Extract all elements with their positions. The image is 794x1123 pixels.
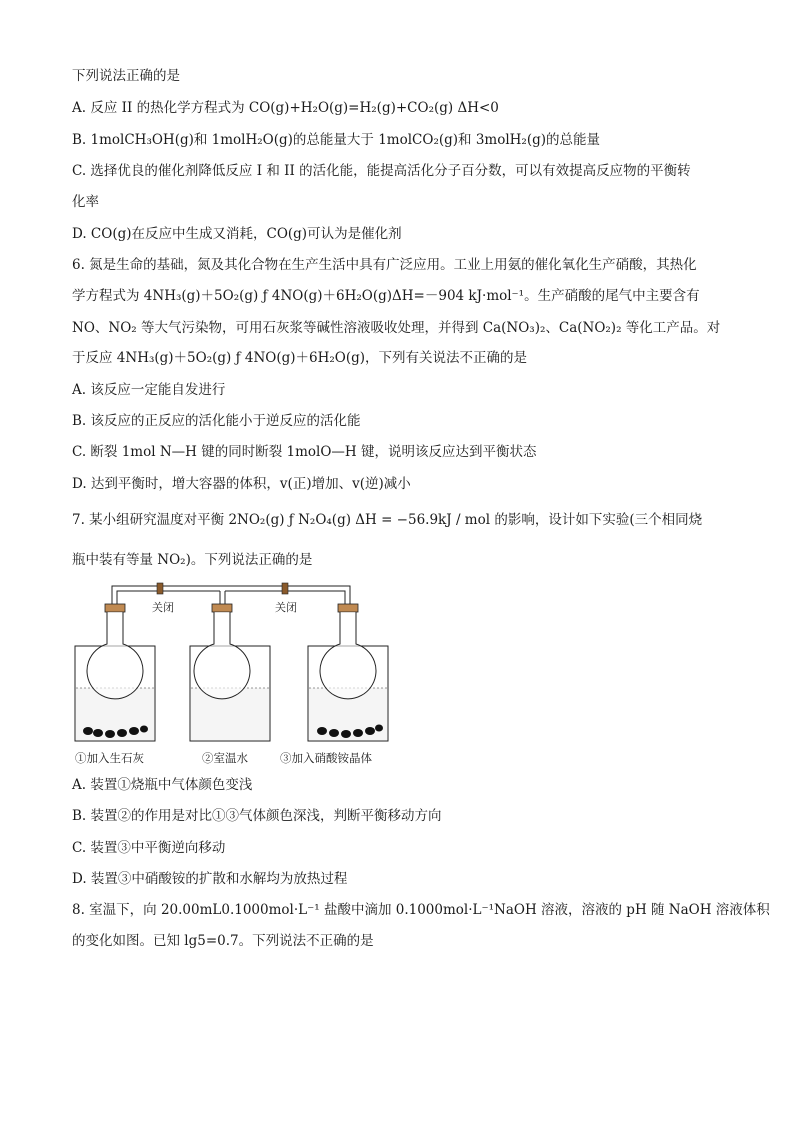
text-line: D. CO(g)在反应中生成又消耗，CO(g)可认为是催化剂 [72,226,402,242]
text-line: B. 装置②的作用是对比①③气体颜色深浅，判断平衡移动方向 [72,808,442,824]
text-line: 化率 [72,194,99,210]
text-line: 学方程式为 4NH₃(g)＋5O₂(g) ƒ 4NO(g)＋6H₂O(g)ΔH=－904 kJ·mol⁻¹。生产硝酸的尾气中主要含有 [72,288,700,304]
valve-right-icon [282,583,288,594]
apparatus-2 [190,604,270,741]
connecting-tube [112,586,350,604]
valve-right-label: 关闭 [275,602,297,614]
text-line: C. 断裂 1mol N—H 键的同时断裂 1molO—H 键，说明该反应达到平衡状态 [72,444,537,460]
text-line: 的变化如图。已知 lg5=0.7。下列说法不正确的是 [72,933,374,949]
text-line: A. 该反应一定能自发进行 [72,382,226,398]
valve-left-label: 关闭 [152,602,174,614]
text-line: C. 装置③中平衡逆向移动 [72,840,226,856]
experiment-figure [60,576,400,776]
text-line: A. 反应 II 的热化学方程式为 CO(g)+H₂O(g)=H₂(g)+CO₂(g) ΔH<0 [72,100,499,116]
apparatus-3 [308,604,388,741]
text-line: D. 装置③中硝酸铵的扩散和水解均为放热过程 [72,871,348,887]
text-line: 7. 某小组研究温度对平衡 2NO₂(g) ƒ N₂O₄(g) ΔH = −56.9kJ / mol 的影响，设计如下实验(三个相同烧 [72,512,703,528]
text-line: A. 装置①烧瓶中气体颜色变浅 [72,777,253,793]
valve-left-icon [157,583,163,594]
text-line: B. 1molCH₃OH(g)和 1molH₂O(g)的总能量大于 1molCO₂(g)和 3molH₂(g)的总能量 [72,132,601,148]
text-line: 6. 氮是生命的基础，氮及其化合物在生产生活中具有广泛应用。工业上用氨的催化氧化生产硝酸，其热化 [72,257,697,273]
text-line: 瓶中装有等量 NO₂)。下列说法正确的是 [72,552,313,568]
text-line: C. 选择优良的催化剂降低反应 I 和 II 的活化能，能提高活化分子百分数，可以有效提高反应物的平衡转 [72,163,691,179]
text-line: B. 该反应的正反应的活化能小于逆反应的活化能 [72,413,361,429]
caption-apparatus-2: ②室温水 [202,753,248,765]
apparatus-1 [75,604,155,741]
text-line: 于反应 4NH₃(g)＋5O₂(g) ƒ 4NO(g)＋6H₂O(g)，下列有关说法不正确的是 [72,350,528,366]
caption-apparatus-1: ①加入生石灰 [75,753,144,765]
caption-apparatus-3: ③加入硝酸铵晶体 [280,753,372,765]
text-line: 8. 室温下，向 20.00mL0.1000mol·L⁻¹ 盐酸中滴加 0.1000mol·L⁻¹NaOH 溶液，溶液的 pH 随 NaOH 溶液体积 [72,902,770,918]
text-line: D. 达到平衡时，增大容器的体积，v(正)增加、v(逆)减小 [72,476,411,492]
text-line: 下列说法正确的是 [72,68,180,84]
text-line: NO、NO₂ 等大气污染物，可用石灰浆等碱性溶液吸收处理，并得到 Ca(NO₃)₂、Ca(NO₂)₂ 等化工产品。对 [72,320,721,336]
